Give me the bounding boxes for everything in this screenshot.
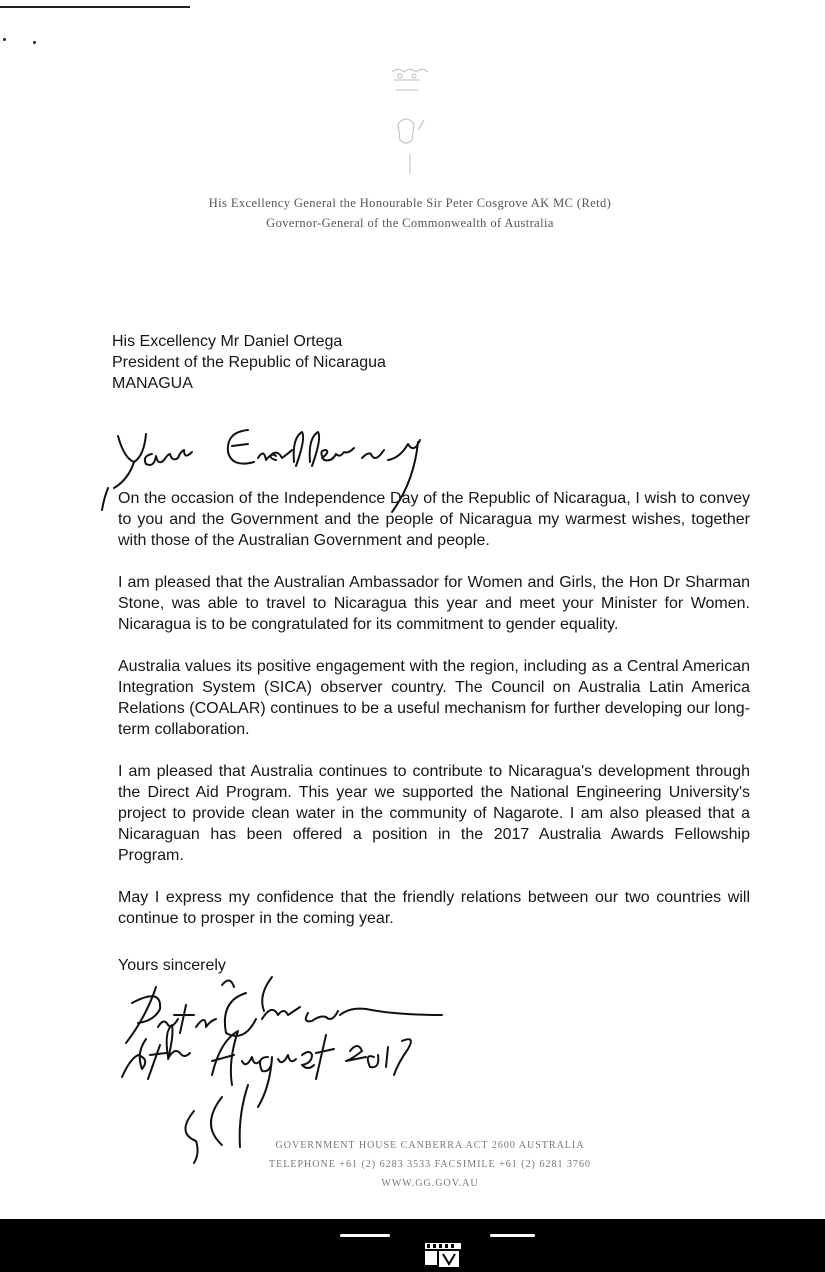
scanner-logo-icon xyxy=(425,1243,461,1269)
scan-bottom-band xyxy=(0,1219,825,1272)
body-paragraph: I am pleased that Australia continues to contribute to Nicaragua's development through the Direct Aid Program. This year we supported the National Engineering University's project to provide clean water in the community of Nagarote. I am also pleased that a Nicaraguan has been offered a position in the 2017 Australia Awards Fellowship Program. xyxy=(118,763,750,864)
band-mark xyxy=(340,1234,390,1237)
body-paragraph: I am pleased that the Australian Ambassador for Women and Girls, the Hon Dr Sharman Stone, was able to travel to Nicaragua this year and meet your Minister for Women. Nicaragua is to be congratulated for its commitment to gender equality. xyxy=(118,574,750,633)
scan-speck xyxy=(33,41,36,44)
recipient-address xyxy=(112,331,386,394)
sender-block xyxy=(150,193,670,233)
scan-speck xyxy=(3,38,6,41)
scan-edge-rule xyxy=(0,6,190,8)
sender-title: Governor-General of the Commonwealth of Australia xyxy=(266,216,554,230)
letter-body xyxy=(118,488,750,929)
body-paragraph: May I express my confidence that the friendly relations between our two countries will continue to prosper in the coming year. xyxy=(118,889,750,927)
coat-of-arms-emblem xyxy=(372,64,442,184)
letterhead-footer xyxy=(245,1136,615,1193)
footer-phone-fax: TELEPHONE +61 (2) 6283 3533 FACSIMILE +61 (2) 6281 3760 xyxy=(269,1159,591,1170)
band-mark xyxy=(490,1234,535,1237)
closing-phrase: Yours sincerely xyxy=(118,957,226,974)
footer-website: WWW.GG.GOV.AU xyxy=(381,1178,479,1189)
recipient-title: President of the Republic of Nicaragua xyxy=(112,354,386,371)
recipient-name: His Excellency Mr Daniel Ortega xyxy=(112,333,343,350)
footer-address: GOVERNMENT HOUSE CANBERRA ACT 2600 AUSTRALIA xyxy=(275,1140,585,1151)
sender-name: His Excellency General the Honourable Sir Peter Cosgrove AK MC (Retd) xyxy=(208,196,612,210)
body-paragraph: On the occasion of the Independence Day of the Republic of Nicaragua, I wish to convey to you and the Government and the people of Nicaragua my warmest wishes, together with those of the Australian Government and people. xyxy=(118,490,750,549)
body-paragraph: Australia values its positive engagement with the region, including as a Central American Integration System (SICA) observer country. The Council on Australia Latin America Relations (COALAR) continues to be a useful mechanism for further developing our long-term collaboration. xyxy=(118,658,750,738)
recipient-city: MANAGUA xyxy=(112,375,193,392)
